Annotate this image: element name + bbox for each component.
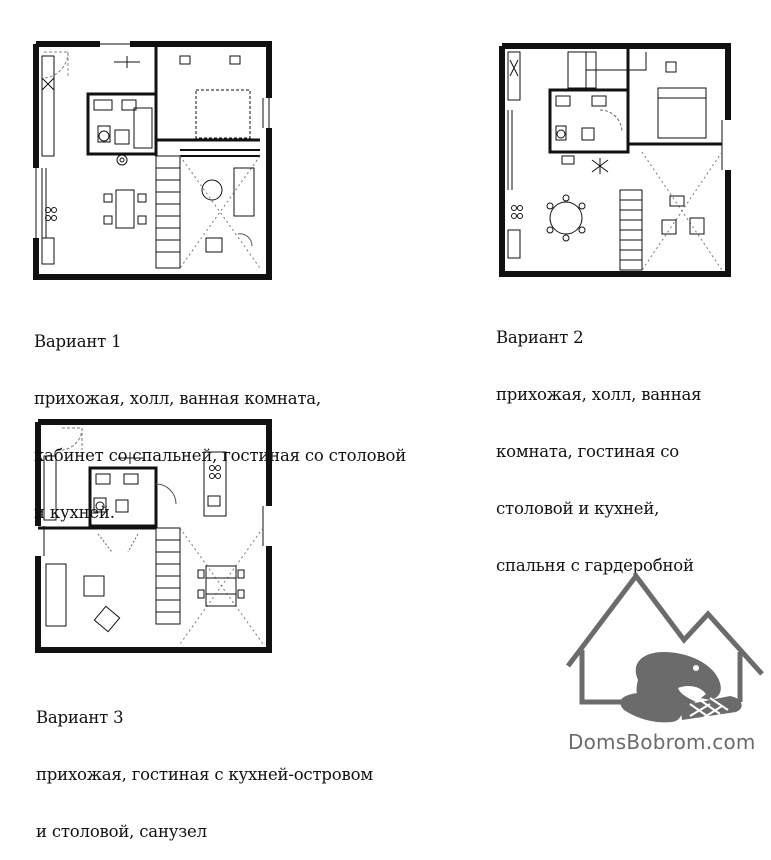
logo-site-name: DomsBobrom.com xyxy=(568,730,756,754)
caption-variant-2 xyxy=(496,290,701,594)
caption-line: и столовой, санузел xyxy=(36,822,207,841)
caption-line: спальня с гардеробной xyxy=(496,556,694,575)
caption-title: Вариант 2 xyxy=(496,328,584,347)
caption-title: Вариант 1 xyxy=(34,332,122,351)
caption-line: столовой и кухней, xyxy=(496,499,660,518)
caption-variant-3 xyxy=(36,670,373,860)
caption-line: прихожая, гостиная с кухней-островом xyxy=(36,765,373,784)
floor-plan-variant-1 xyxy=(30,38,275,283)
caption-line: и кухней. xyxy=(34,503,115,522)
caption-line: кабинет со спальней, гостиная со столовой xyxy=(34,446,407,465)
caption-variant-1 xyxy=(34,294,406,541)
caption-line: комната, гостиная со xyxy=(496,442,679,461)
caption-line: прихожая, холл, ванная комната, xyxy=(34,389,321,408)
caption-line: прихожая, холл, ванная xyxy=(496,385,702,404)
caption-title: Вариант 3 xyxy=(36,708,124,727)
floor-plan-variant-2 xyxy=(496,40,734,280)
